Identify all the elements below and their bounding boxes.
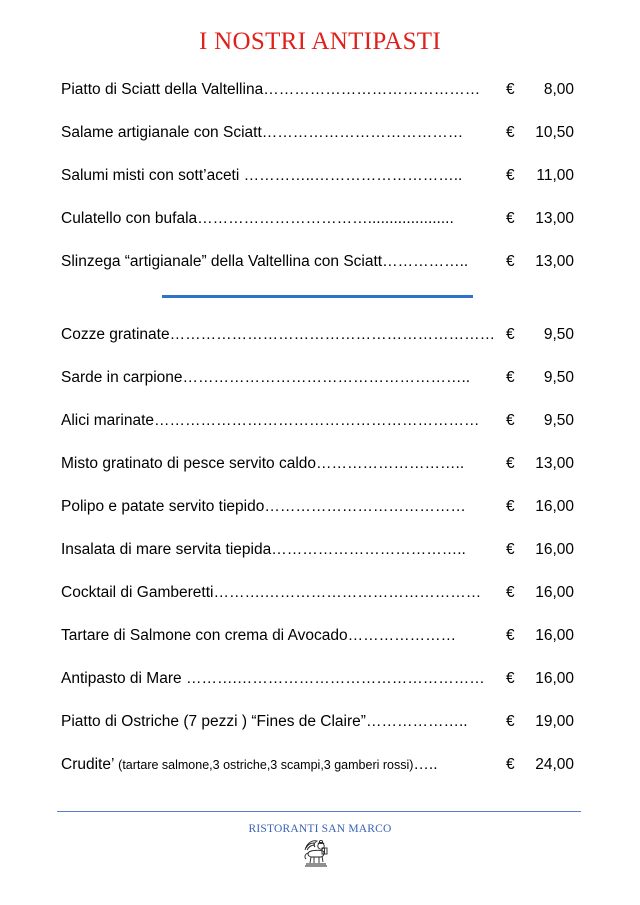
menu-item-name-line: [61, 582, 481, 604]
menu-item-price: [506, 251, 574, 273]
menu-item-name-line: [61, 367, 470, 389]
leader-dots: …………………………………: [264, 498, 466, 515]
menu-item: [61, 410, 574, 432]
price-amount: 19,00: [535, 713, 574, 730]
leader-dots: ………………..: [365, 713, 468, 730]
menu-item-name: Polipo e patate servito tiepido: [61, 498, 265, 515]
leader-dots: ……………………………....................: [197, 210, 454, 227]
menu-item-price: [506, 582, 574, 604]
page-title: I NOSTRI ANTIPASTI: [199, 28, 441, 55]
menu-item-name: Crudite’: [61, 756, 119, 773]
menu-item-name: Tartare di Salmone con crema di Avocado: [61, 627, 348, 644]
menu-item-name: Piatto di Sciatt della Valtellina: [61, 81, 264, 98]
price-amount: 16,00: [535, 627, 574, 644]
menu-item-name: Slinzega “artigianale” della Valtellina con Sciatt: [61, 253, 383, 270]
menu-item-price: [506, 367, 574, 389]
menu-item-name: Cozze gratinate: [61, 326, 170, 343]
menu-item-price: [506, 668, 574, 690]
menu-item-name-line: [61, 165, 462, 187]
price-amount: 13,00: [535, 455, 574, 472]
currency-symbol: €: [506, 412, 515, 429]
menu-item-price: [506, 79, 574, 101]
menu-item: [61, 122, 574, 144]
currency-symbol: €: [506, 326, 515, 343]
leader-dots: …………………: [347, 627, 457, 644]
leader-dots: ……….…………………………………………: [185, 670, 485, 687]
footer-divider: [57, 811, 581, 812]
menu-item-name-line: [61, 208, 454, 230]
currency-symbol: €: [506, 369, 515, 386]
currency-symbol: €: [506, 498, 515, 515]
menu-item-price: [506, 122, 574, 144]
menu-item: [61, 496, 574, 518]
leader-dots: ………………………………..: [271, 541, 466, 558]
menu-item-price: [506, 711, 574, 733]
leader-dots: ………………………………………………………: [154, 412, 480, 429]
menu-item-name: Salame artigianale con Sciatt: [61, 124, 262, 141]
menu-item-price: [506, 453, 574, 475]
currency-symbol: €: [506, 584, 515, 601]
menu-item: [61, 625, 574, 647]
menu-item-name: Insalata di mare servita tiepida: [61, 541, 272, 558]
menu-item-price: [506, 539, 574, 561]
leader-dots: …………..………………………..: [243, 167, 463, 184]
menu-item-name-line: [61, 324, 495, 346]
price-amount: 9,50: [543, 369, 574, 386]
menu-item-name-line: [61, 410, 480, 432]
currency-symbol: €: [506, 167, 515, 184]
leader-dots: ……….……………………………………: [213, 584, 482, 601]
menu-item: [61, 208, 574, 230]
section-divider: [162, 295, 473, 298]
currency-symbol: €: [506, 541, 515, 558]
leader-dots: ………………………………………………..: [182, 369, 471, 386]
menu-item-price: [506, 410, 574, 432]
winged-lion-icon: [301, 838, 329, 868]
menu-item-name: Salumi misti con sott’aceti: [61, 167, 244, 184]
leader-dots: ……………..: [382, 253, 469, 270]
currency-symbol: €: [506, 124, 515, 141]
menu-item: [61, 582, 574, 604]
menu-item-name-line: [61, 754, 438, 776]
currency-symbol: €: [506, 756, 515, 773]
menu-item-name: Piatto di Ostriche (7 pezzi ) “Fines de Claire”: [61, 713, 366, 730]
menu-item: [61, 754, 574, 776]
leader-dots: ………………………………………………………: [169, 326, 496, 343]
menu-item: [61, 324, 574, 346]
currency-symbol: €: [506, 253, 515, 270]
currency-symbol: €: [506, 81, 515, 98]
menu-item-price: [506, 324, 574, 346]
menu-item-price: [506, 754, 574, 776]
menu-item-price: [506, 496, 574, 518]
price-amount: 8,00: [543, 81, 574, 98]
menu-item-name-line: [61, 625, 456, 647]
menu-item-name: Culatello con bufala: [61, 210, 198, 227]
menu-item-name: Alici marinate: [61, 412, 155, 429]
menu-item-name-line: [61, 539, 466, 561]
leader-dots: ……………………………………: [263, 81, 481, 98]
menu-item-price: [506, 208, 574, 230]
menu-item-name-line: [61, 122, 463, 144]
price-amount: 9,50: [543, 412, 574, 429]
menu-item: [61, 453, 574, 475]
menu-item: [61, 367, 574, 389]
price-amount: 16,00: [535, 498, 574, 515]
menu-item-name-line: [61, 668, 485, 690]
price-amount: 13,00: [535, 253, 574, 270]
menu-item-name-line: [61, 251, 468, 273]
leader-dots: …………………………………: [261, 124, 464, 141]
currency-symbol: €: [506, 455, 515, 472]
menu-item-name: Misto gratinato di pesce servito caldo: [61, 455, 317, 472]
price-amount: 16,00: [535, 670, 574, 687]
menu-item: [61, 251, 574, 273]
restaurant-name: RISTORANTI SAN MARCO: [248, 823, 392, 835]
price-amount: 24,00: [535, 756, 574, 773]
menu-item-name-line: [61, 79, 480, 101]
menu-item-price: [506, 625, 574, 647]
menu-item: [61, 165, 574, 187]
menu-item-price: [506, 165, 574, 187]
menu-item-name: Sarde in carpione: [61, 369, 183, 386]
menu-item-detail: (tartare salmone,3 ostriche,3 scampi,3 gamberi rossi): [118, 758, 414, 772]
menu-item: [61, 711, 574, 733]
menu-item-name-line: [61, 496, 466, 518]
price-amount: 13,00: [535, 210, 574, 227]
currency-symbol: €: [506, 670, 515, 687]
menu-item-name-line: [61, 711, 468, 733]
price-amount: 10,50: [535, 124, 574, 141]
menu-item: [61, 539, 574, 561]
currency-symbol: €: [506, 713, 515, 730]
price-amount: 9,50: [543, 326, 574, 343]
leader-dots: …..: [413, 756, 438, 773]
currency-symbol: €: [506, 627, 515, 644]
leader-dots: ………………………..: [316, 455, 465, 472]
price-amount: 16,00: [535, 584, 574, 601]
menu-item: [61, 668, 574, 690]
currency-symbol: €: [506, 210, 515, 227]
menu-item-name-line: [61, 453, 464, 475]
menu-item-name: Antipasto di Mare: [61, 670, 186, 687]
menu-item: [61, 79, 574, 101]
price-amount: 11,00: [536, 167, 574, 184]
menu-item-name: Cocktail di Gamberetti: [61, 584, 214, 601]
price-amount: 16,00: [535, 541, 574, 558]
